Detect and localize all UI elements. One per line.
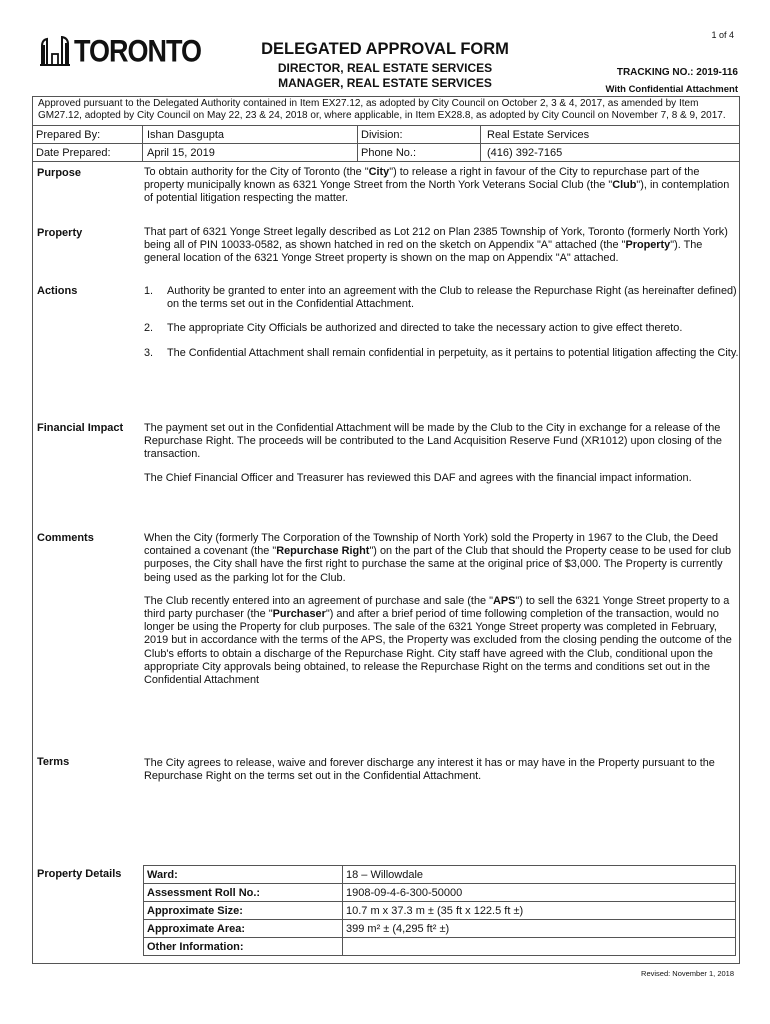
divider	[480, 125, 481, 161]
page-number: 1 of 4	[711, 30, 734, 40]
property-text: That part of 6321 Yonge Street legally described as Lot 212 on Plan 2385 Township of York, Toronto (formerly North York) being all of PIN 10033-0582, as shown hatched in red on the sketch on Appendix "A" attached (the "Property"). The general location of the 6321 Yonge Street property is shown on the map on Appendix "A" attached.	[144, 226, 728, 265]
attachment-note: With Confidential Attachment	[605, 84, 738, 95]
actions-label: Actions	[37, 285, 78, 297]
approval-authority-text: Approved pursuant to the Delegated Authority contained in Item EX27.12, as adopted by City Council on October 2, 3 & 4, 2017, as amended by Item GM27.12, adopted by City Council on May 22, 23 & 24, 2018 or, where applicable, in Item EX28.8, as adopted by City Council on November 7, 8 & 9, 2017.	[38, 98, 726, 121]
phone-value: (416) 392-7165	[487, 147, 563, 159]
table-row: Ward: 18 – Willowdale	[144, 866, 736, 884]
revised-date: Revised: November 1, 2018	[641, 969, 734, 978]
table-row: Approximate Area: 399 m² ± (4,295 ft² ±)	[144, 920, 736, 938]
terms-text: The City agrees to release, waive and forever discharge any interest it has or may have in the Property pursuant to the Repurchase Right on the terms set out in the Confidential Attachment.	[144, 757, 715, 783]
purpose-text: To obtain authority for the City of Toronto (the "City") to release a right in favour of the City to repurchase part of the property municipally known as 6321 Yonge Street from the North York Veterans Social Club (the "Club"), in contemplation of potential litigation respecting the matter.	[144, 166, 730, 205]
toronto-logo	[40, 34, 201, 68]
prepared-by-label: Prepared By:	[36, 129, 101, 141]
terms-label: Terms	[37, 756, 70, 768]
form-subtitle-director: DIRECTOR, REAL ESTATE SERVICES	[277, 61, 493, 75]
date-prepared-label: Date Prepared:	[36, 147, 111, 159]
prepared-by-value: Ishan Dasgupta	[147, 129, 225, 141]
phone-label: Phone No.:	[361, 147, 417, 159]
divider	[32, 125, 740, 126]
divider	[142, 125, 143, 161]
actions-list	[144, 285, 740, 371]
table-row: Approximate Size: 10.7 m x 37.3 m ± (35 ft x 122.5 ft ±)	[144, 902, 736, 920]
list-item: 3. The Confidential Attachment shall remain confidential in perpetuity, as it pertains to potential litigation affecting the City.	[144, 346, 739, 359]
divider	[357, 125, 358, 161]
property-label: Property	[37, 227, 83, 239]
table-row: Assessment Roll No.: 1908-09-4-6-300-50000	[144, 884, 736, 902]
city-hall-icon	[40, 36, 70, 66]
property-details-label: Property Details	[37, 868, 122, 880]
date-prepared-value: April 15, 2019	[147, 147, 215, 159]
logo-wordmark: TORONTO	[74, 33, 202, 68]
form-title: DELEGATED APPROVAL FORM	[261, 40, 509, 58]
comments-text: When the City (formerly The Corporation of the Township of North York) sold the Property in 1967 to the Club, the Deed contained a covenant (the "Repurchase Right") on the part of the Club that should the Property cease to be used for club purposes, the City shall have the first right to purchase the same at the original price of $3,000. The Property is currently being used as the parking lot for the Club. The Club recently entered into an agreement of purchase and sale (the "APS") to sell the 6321 Yonge Street property to a third party purchaser (the "Purchaser") and after a brief period of time following completion of the transaction, would no longer be using the Property for club purposes. The sale of the 6321 Yonge Street property was completed in February, 2019 but in accordance with the terms of the APS, the Property was excluded from the closing pending the outcome of the Club's efforts to obtain a discharge of the Repurchase Right. City staff have agreed with the Club, conditional upon the appropriate City approvals being obtained, to release the Repurchase Right on the terms and conditions set out in the Confidential Attachment	[144, 532, 732, 687]
property-details-table	[143, 865, 736, 956]
tracking-number: TRACKING NO.: 2019-116	[616, 67, 738, 78]
list-item: 1. Authority be granted to enter into an agreement with the Club to release the Repurchase Right (as hereinafter defined) on the terms set out in the Confidential Attachment.	[144, 285, 737, 311]
comments-label: Comments	[37, 532, 94, 544]
divider	[32, 143, 740, 144]
table-row: Other Information:	[144, 938, 736, 956]
financial-impact-text: The payment set out in the Confidential Attachment will be made by the Club to the City in exchange for a release of the Repurchase Right. The proceeds will be contributed to the Land Acquisition Reserve Fund (XR1012) upon closing of the transaction. The Chief Financial Officer and Treasurer has reviewed this DAF and agrees with the financial impact information.	[144, 422, 722, 484]
division-value: Real Estate Services	[487, 129, 590, 141]
division-label: Division:	[361, 129, 403, 141]
financial-impact-label: Financial Impact	[37, 422, 124, 434]
purpose-label: Purpose	[37, 167, 82, 179]
form-subtitle-manager: MANAGER, REAL ESTATE SERVICES	[278, 76, 492, 90]
divider	[32, 161, 740, 162]
list-item: 2. The appropriate City Officials be authorized and directed to take the necessary action to give effect thereto.	[144, 322, 683, 335]
